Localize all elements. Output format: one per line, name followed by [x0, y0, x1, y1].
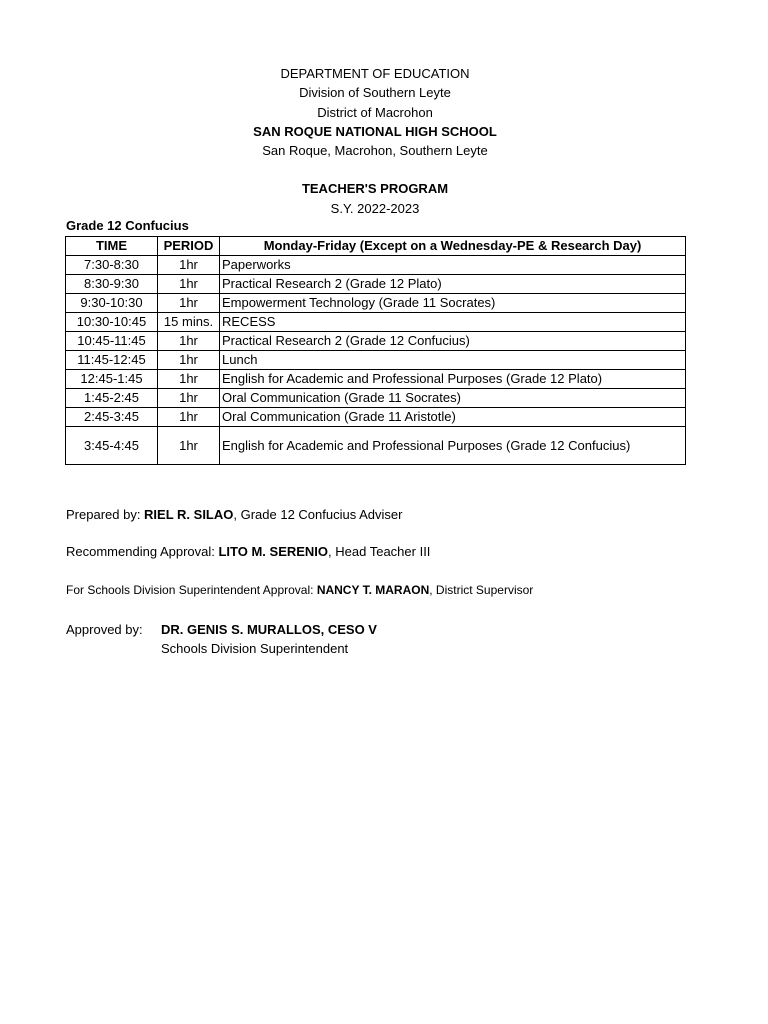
table-row [66, 370, 686, 389]
period-cell: 1hr [158, 351, 220, 370]
period-cell: 1hr [158, 256, 220, 275]
approved-name: DR. GENIS S. MURALLOS, CESO V [161, 622, 377, 637]
table-row [66, 427, 686, 465]
time-cell: 9:30-10:30 [66, 294, 158, 313]
approved-role: Schools Division Superintendent [161, 641, 349, 656]
time-cell: 11:45-12:45 [66, 351, 158, 370]
division-line: Division of Southern Leyte [299, 85, 451, 101]
time-cell: 1:45-2:45 [66, 389, 158, 408]
time-cell: 12:45-1:45 [66, 370, 158, 389]
table-row [66, 332, 686, 351]
document-header [0, 64, 750, 160]
table-row [66, 294, 686, 313]
prepared-by [66, 507, 402, 522]
activity-cell: Oral Communication (Grade 11 Aristotle) [220, 408, 686, 427]
activity-cell: English for Academic and Professional Purposes (Grade 12 Plato) [220, 370, 686, 389]
time-cell: 10:30-10:45 [66, 313, 158, 332]
activity-cell: Empowerment Technology (Grade 11 Socrates) [220, 294, 686, 313]
approved-label: Approved by: [66, 622, 143, 637]
period-cell: 1hr [158, 427, 220, 465]
period-cell: 1hr [158, 389, 220, 408]
table-row [66, 275, 686, 294]
prepared-label: Prepared by: [66, 507, 145, 522]
table-header-row [66, 237, 686, 256]
department-line: DEPARTMENT OF EDUCATION [280, 66, 470, 81]
period-cell: 1hr [158, 294, 220, 313]
time-cell: 10:45-11:45 [66, 332, 158, 351]
header-schedule: Monday-Friday (Except on a Wednesday-PE & Research Day) [220, 237, 686, 256]
activity-cell: Paperworks [220, 256, 686, 275]
section-label: Grade 12 Confucius [66, 218, 189, 233]
recommending-label: Recommending Approval: [66, 544, 219, 559]
time-cell: 8:30-9:30 [66, 275, 158, 294]
recommending-name: LITO M. SERENIO [218, 544, 329, 559]
activity-cell: Practical Research 2 (Grade 12 Plato) [220, 275, 686, 294]
recommending-role: , Head Teacher III [328, 544, 431, 559]
approved-by [66, 622, 377, 656]
sds-approval-label: For Schools Division Superintendent Approval: [66, 583, 317, 597]
period-cell: 1hr [158, 275, 220, 294]
activity-cell: English for Academic and Professional Purposes (Grade 12 Confucius) [220, 427, 686, 465]
period-cell: 1hr [158, 408, 220, 427]
table-row [66, 351, 686, 370]
activity-cell: RECESS [220, 313, 686, 332]
prepared-role: , Grade 12 Confucius Adviser [233, 507, 403, 522]
table-row [66, 408, 686, 427]
school-address: San Roque, Macrohon, Southern Leyte [262, 143, 488, 159]
header-time: TIME [66, 237, 158, 256]
school-name: SAN ROQUE NATIONAL HIGH SCHOOL [253, 123, 497, 139]
header-period: PERIOD [158, 237, 220, 256]
time-cell: 2:45-3:45 [66, 408, 158, 427]
activity-cell: Practical Research 2 (Grade 12 Confucius) [220, 332, 686, 351]
prepared-name: RIEL R. SILAO [144, 507, 234, 522]
period-cell: 1hr [158, 332, 220, 351]
activity-cell: Lunch [220, 351, 686, 370]
program-heading [0, 179, 750, 218]
activity-cell: Oral Communication (Grade 11 Socrates) [220, 389, 686, 408]
period-cell: 15 mins. [158, 313, 220, 332]
sds-approval-role: , District Supervisor [429, 583, 534, 597]
time-cell: 7:30-8:30 [66, 256, 158, 275]
period-cell: 1hr [158, 370, 220, 389]
district-line: District of Macrohon [317, 104, 433, 120]
program-title: TEACHER'S PROGRAM [301, 181, 449, 196]
table-row [66, 256, 686, 275]
table-row [66, 313, 686, 332]
sds-approval-name: NANCY T. MARAON [316, 583, 430, 597]
schedule-table [65, 236, 686, 465]
time-cell: 3:45-4:45 [66, 427, 158, 465]
school-year: S.Y. 2022-2023 [330, 200, 420, 216]
recommending-approval [66, 544, 430, 559]
sds-approval [66, 583, 533, 597]
table-row [66, 389, 686, 408]
